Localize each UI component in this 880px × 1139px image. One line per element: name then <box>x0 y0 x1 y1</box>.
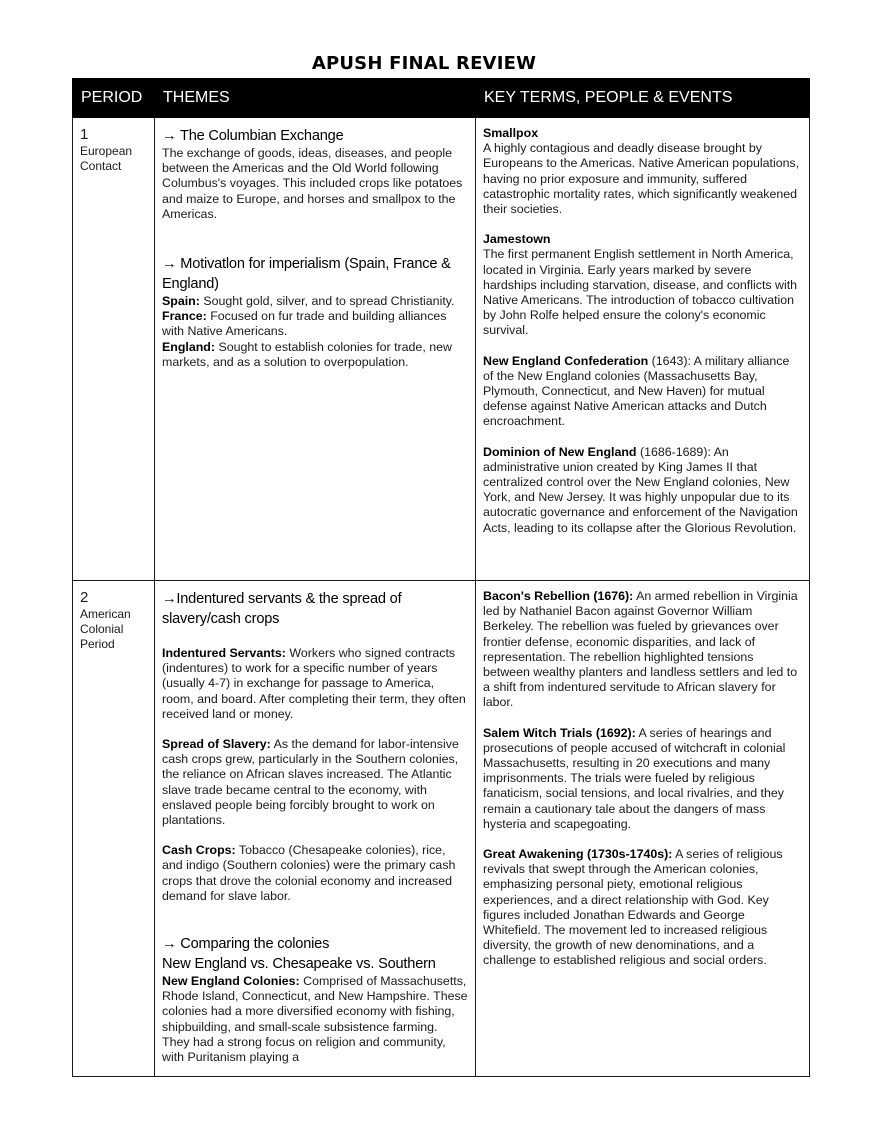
table-row <box>73 581 810 1077</box>
entry-label: Spain: <box>162 294 200 309</box>
term-entry <box>483 847 802 969</box>
theme-text: The exchange of goods, ideas, diseases, and people between the Americas and the Old World following Columbus's voyages. This included crops like potatoes and maize to Europe, and horses and smallpox to the Americas. <box>162 146 463 221</box>
entry-text: Workers who signed contracts (indentures) to work for a specific number of years (usually 4-7) in exchange for passage to America, room, and board. After completing their term, they often received land or money. <box>162 646 466 721</box>
term-label: Bacon's Rebellion (1676): <box>483 589 634 603</box>
table-row <box>73 118 810 581</box>
theme-heading: → Motivatlon for imperialism (Spain, France & England) <box>162 256 451 293</box>
term-text: A highly contagious and deadly disease brought by Europeans to the Americas. Native American populations, having no prior exposure and immunity, suffered catastrophic mortality rates, which significantly weakened their societies. <box>483 141 800 217</box>
terms-cell <box>476 581 810 1077</box>
term-text: A series of hearings and prosecutions of people accused of witchcraft in colonial Massachusetts, resulting in 20 executions and many imprisonments. The trials were fueled by religious fanaticism, social tensions, and local rivalries, and they remain a cautionary tale about the dangers of mass hysteria and scapegoating. <box>483 725 786 831</box>
entry-label: Spread of Slavery: <box>162 737 271 752</box>
entry-text: Sought to establish colonies for trade, new markets, and as a solution to overpopulation. <box>162 339 452 369</box>
entry-label: Cash Crops: <box>162 843 236 858</box>
term-text: (1643): A military alliance of the New England colonies (Massachusetts Bay, Plymouth, Connecticut, and New Haven) for mutual defense against Native American attacks and Dutch encroachment. <box>483 353 790 429</box>
header-period: PERIOD <box>73 79 155 118</box>
theme-entry <box>162 294 468 309</box>
period-cell <box>73 118 155 581</box>
table-header-row <box>73 79 810 118</box>
terms-cell <box>476 118 810 581</box>
themes-cell <box>155 581 476 1077</box>
term-label: Smallpox <box>483 126 539 140</box>
term-label: Salem Witch Trials (1692): <box>483 725 636 740</box>
review-table <box>72 78 810 1077</box>
term-label: Dominion of New England <box>483 444 637 459</box>
period-name: European Contact <box>80 144 133 173</box>
entry-text: Sought gold, silver, and to spread Christianity. <box>199 294 455 309</box>
entry-label: Indentured Servants: <box>162 646 286 660</box>
period-cell <box>73 581 155 1077</box>
theme-entry <box>162 843 468 904</box>
period-name: American Colonial Period <box>80 607 131 651</box>
entry-label: New England Colonies: <box>162 974 300 989</box>
header-key-terms: KEY TERMS, PEOPLE & EVENTS <box>476 79 810 118</box>
term-label: Jamestown <box>483 232 551 247</box>
term-entry <box>483 726 802 832</box>
term-text: (1686-1689): An administrative union created by King James II that centralized control over the New England colonies, New York, and New Jersey. It was highly unpopular due to its autocratic governance and enforcement of the Navigation Acts, leading to its collapse after the Glorious Revolution. <box>483 444 798 535</box>
period-number: 2 <box>80 589 89 606</box>
term-text: An armed rebellion in Virginia led by Nathaniel Bacon against Governor William Berkeley. The rebellion was fueled by grievances over frontier defense, economic disparities, and lack of representation. The rebellion highlighted tensions between wealthy planters and landless settlers and led to a shift from indentured servitude to African slavery for labor. <box>483 589 798 710</box>
entry-text: As the demand for labor-intensive cash crops grew, particularly in the Southern colonies, the reliance on African slaves increased. The Atlantic slave trade became central to the economy, with enslaved people being forcibly brought to work on plantations. <box>162 737 459 828</box>
term-entry <box>483 589 802 711</box>
page-title: APUSH FINAL REVIEW <box>311 53 537 74</box>
theme-heading: →Indentured servants & the spread of slavery/cash crops <box>162 591 402 627</box>
entry-label: France: <box>162 309 207 324</box>
theme-entry <box>162 646 468 722</box>
header-themes: THEMES <box>155 79 476 118</box>
theme-entry <box>162 737 468 828</box>
theme-entry <box>162 309 468 339</box>
term-text: The first permanent English settlement in North America, located in Virginia. Early years marked by severe hardships including starvation, disease, and conflicts with Native Americans. The introduction of tobacco cultivation by John Rolfe helped ensure the colony's economic survival. <box>483 247 798 338</box>
entry-text: Comprised of Massachusetts, Rhode Island, Connecticut, and New Hampshire. These colonies had a more diversified economy with fishing, shipbuilding, and small-scale subsistence farming. They had a strong focus on religion and community, with Puritanism playing a <box>162 974 468 1065</box>
entry-label: England: <box>162 339 215 354</box>
term-text: A series of religious revivals that swept through the American colonies, emphasizing personal piety, emotional religious experiences, and a direct relationship with God. Key figures included Jonathan Edwards and George Whitefield. The movement led to increased religious diversity, the growth of new denominations, and a challenge to established religious and social orders. <box>483 847 783 968</box>
period-number: 1 <box>80 126 89 143</box>
term-entry <box>483 445 802 536</box>
theme-heading: → Comparing the colonies <box>162 936 330 953</box>
term-label: Great Awakening (1730s-1740s): <box>483 847 673 862</box>
theme-entry <box>162 340 468 370</box>
theme-entry <box>162 974 468 1065</box>
theme-heading: → The Columbian Exchange <box>162 128 344 144</box>
term-entry <box>483 354 802 430</box>
themes-cell <box>155 118 476 581</box>
entry-text: Tobacco (Chesapeake colonies), rice, and indigo (Southern colonies) were the primary cash crops that drove the colonial economy and increased demand for slave labor. <box>162 843 456 903</box>
term-label: New England Confederation <box>483 353 649 368</box>
entry-text: Focused on fur trade and building alliances with Native Americans. <box>162 309 447 339</box>
theme-subheading: New England vs. Chesapeake vs. Southern <box>162 956 436 973</box>
